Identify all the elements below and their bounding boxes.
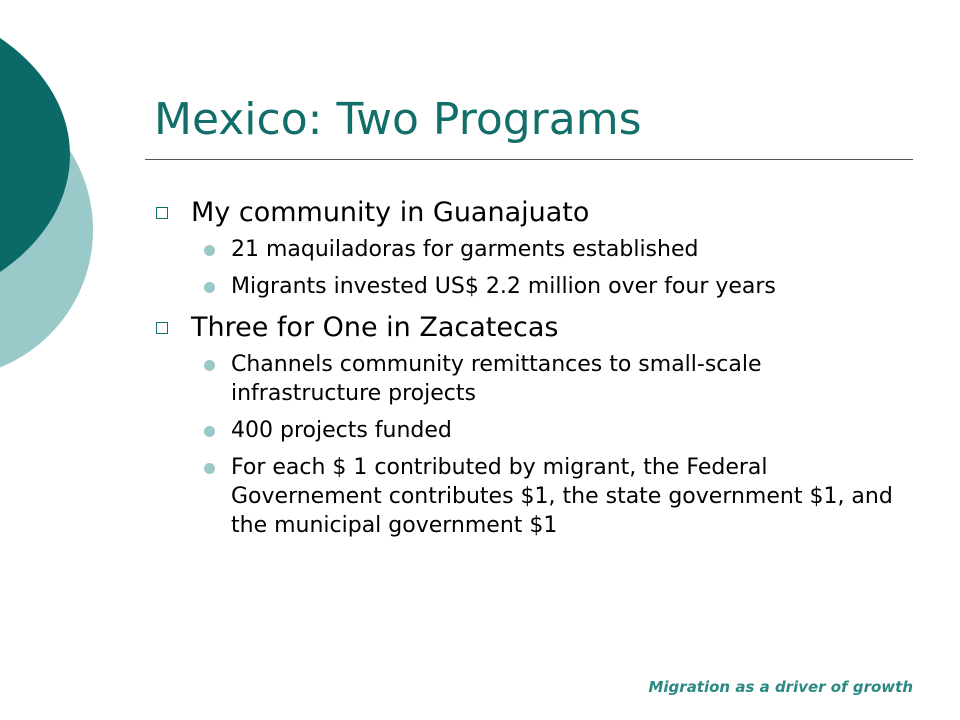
sub-bullet-text: Migrants invested US$ 2.2 million over four years — [231, 274, 776, 299]
square-bullet-icon — [156, 207, 168, 219]
slide-title: Mexico: Two Programs — [154, 94, 642, 145]
round-bullet-icon — [204, 360, 215, 371]
square-bullet-icon — [156, 322, 168, 334]
sub-bullet-item — [191, 416, 910, 445]
sub-bullet-text: Channels community remittances to small-scale infrastructure projects — [231, 352, 762, 406]
sub-bullet-list — [191, 350, 910, 540]
sub-bullet-text: 21 maquiladoras for garments established — [231, 237, 699, 262]
sub-bullet-item — [191, 272, 910, 301]
slide-footer: Migration as a driver of growth — [648, 678, 913, 696]
round-bullet-icon — [204, 463, 215, 474]
round-bullet-icon — [204, 426, 215, 437]
sub-bullet-text: For each $ 1 contributed by migrant, the Federal Governement contributes $1, the state government $1, and the municipal government $1 — [231, 455, 893, 538]
sub-bullet-item — [191, 453, 910, 540]
sub-bullet-list — [191, 235, 910, 301]
round-bullet-icon — [204, 282, 215, 293]
section-zacatecas — [150, 309, 910, 540]
section-guanajuato — [150, 194, 910, 301]
section-heading: My community in Guanajuato — [191, 197, 590, 228]
sub-bullet-item — [191, 350, 910, 408]
slide-body — [150, 194, 910, 548]
title-divider — [145, 159, 913, 160]
section-heading: Three for One in Zacatecas — [191, 312, 559, 343]
sub-bullet-item — [191, 235, 910, 264]
round-bullet-icon — [204, 245, 215, 256]
sub-bullet-text: 400 projects funded — [231, 418, 452, 443]
